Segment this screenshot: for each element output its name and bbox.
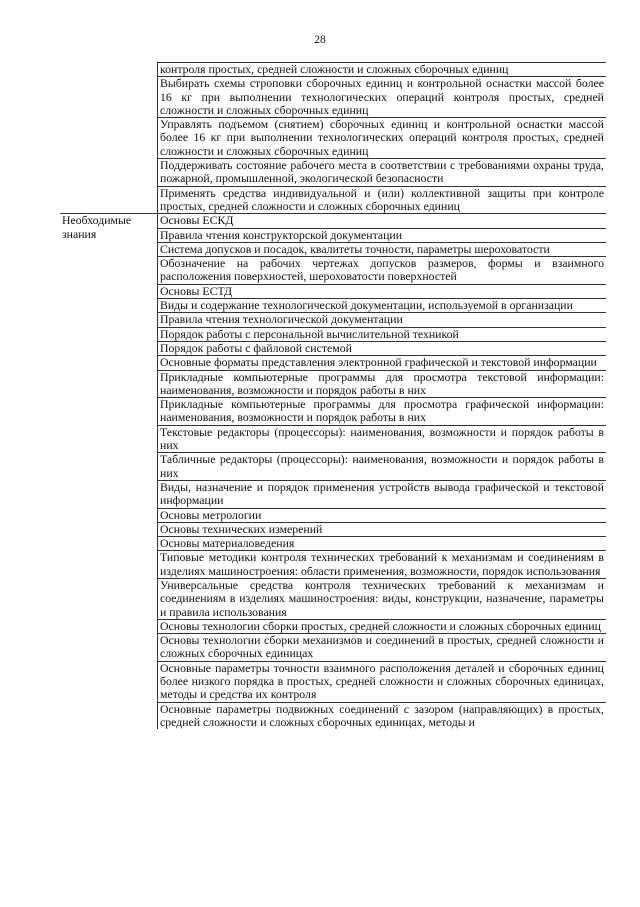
knowledge-item: Основы технических измерений <box>158 522 607 536</box>
knowledge-item: Система допусков и посадок, квалитеты точности, параметры шероховатости <box>158 242 607 256</box>
page-number: 28 <box>314 34 326 46</box>
skill-item: контроля простых, средней сложности и сложных сборочных единиц <box>158 63 607 77</box>
knowledge-item: Основы технологии сборки механизмов и соединений в простых, средней сложности и сложных сборочных единицах <box>158 634 607 662</box>
knowledge-item: Основные форматы представления электронной графической и текстовой информации <box>158 356 607 370</box>
knowledge-item: Текстовые редакторы (процессоры): наименования, возможности и порядок работы в них <box>158 425 607 453</box>
skills-label-cell <box>60 63 158 214</box>
knowledge-item: Основы технологии сборки простых, средней сложности и сложных сборочных единиц <box>158 619 607 633</box>
requirements-table <box>60 62 606 729</box>
knowledge-item: Виды и содержание технологической документации, используемой в организации <box>158 299 607 313</box>
knowledge-item: Универсальные средства контроля технических требований к механизмам и соединениям в изделиях машиностроения: виды, конструкции, назначение, параметры и правила использования <box>158 578 607 619</box>
knowledge-item: Табличные редакторы (процессоры): наименования, возможности и порядок работы в них <box>158 453 607 481</box>
knowledge-item: Правила чтения технологической документации <box>158 313 607 327</box>
knowledge-item: Виды, назначение и порядок применения устройств вывода графической и текстовой информации <box>158 480 607 508</box>
knowledge-item: Порядок работы с персональной вычислительной техникой <box>158 327 607 341</box>
knowledge-item: Основы ЕСКД <box>158 214 607 228</box>
skill-item: Управлять подъемом (снятием) сборочных единиц и контрольной оснастки массой более 16 кг при выполнении технологических операций контроля простых, средней сложности и сложных сборочных единиц <box>158 118 607 159</box>
knowledge-item: Основы материаловедения <box>158 537 607 551</box>
knowledge-item: Обозначение на рабочих чертежах допусков размеров, формы и взаимного расположения поверхностей, шероховатости поверхностей <box>158 257 607 285</box>
knowledge-item: Основы метрологии <box>158 508 607 522</box>
knowledge-item: Прикладные компьютерные программы для просмотра графической информации: наименования, возможности и порядок работы в них <box>158 398 607 426</box>
knowledge-item: Порядок работы с файловой системой <box>158 341 607 355</box>
knowledge-item: Основы ЕСТД <box>158 284 607 298</box>
knowledge-item: Прикладные компьютерные программы для просмотра текстовой информации: наименования, возможности и порядок работы в них <box>158 370 607 398</box>
skill-item: Поддерживать состояние рабочего места в соответствии с требованиями охраны труда, пожарной, промышленной, экологической безопасности <box>158 159 607 187</box>
knowledge-item: Типовые методики контроля технических требований к механизмам и соединениям в изделиях машиностроения: области применения, возможности, порядок использования <box>158 551 607 579</box>
skill-item: Применять средства индивидуальной и (или) коллективной защиты при контроле простых, средней сложности и сложных сборочных единиц <box>158 186 607 214</box>
skill-item: Выбирать схемы строповки сборочных единиц и контрольной оснастки массой более 16 кг при выполнении технологических операций контроля простых, средней сложности и сложных сборочных единиц <box>158 77 607 118</box>
knowledge-label: Необходимые знания <box>60 214 158 729</box>
knowledge-item: Правила чтения конструкторской документации <box>158 228 607 242</box>
knowledge-item: Основные параметры подвижных соединений с зазором (направляющих) в простых, средней сложности и сложных сборочных единицах, методы и <box>160 701 604 729</box>
knowledge-item: Основные параметры точности взаимного расположения деталей и сборочных единиц более низкого порядка в простых, средней сложности и сложных сборочных единицах, методы и средства их контроля <box>158 661 607 702</box>
